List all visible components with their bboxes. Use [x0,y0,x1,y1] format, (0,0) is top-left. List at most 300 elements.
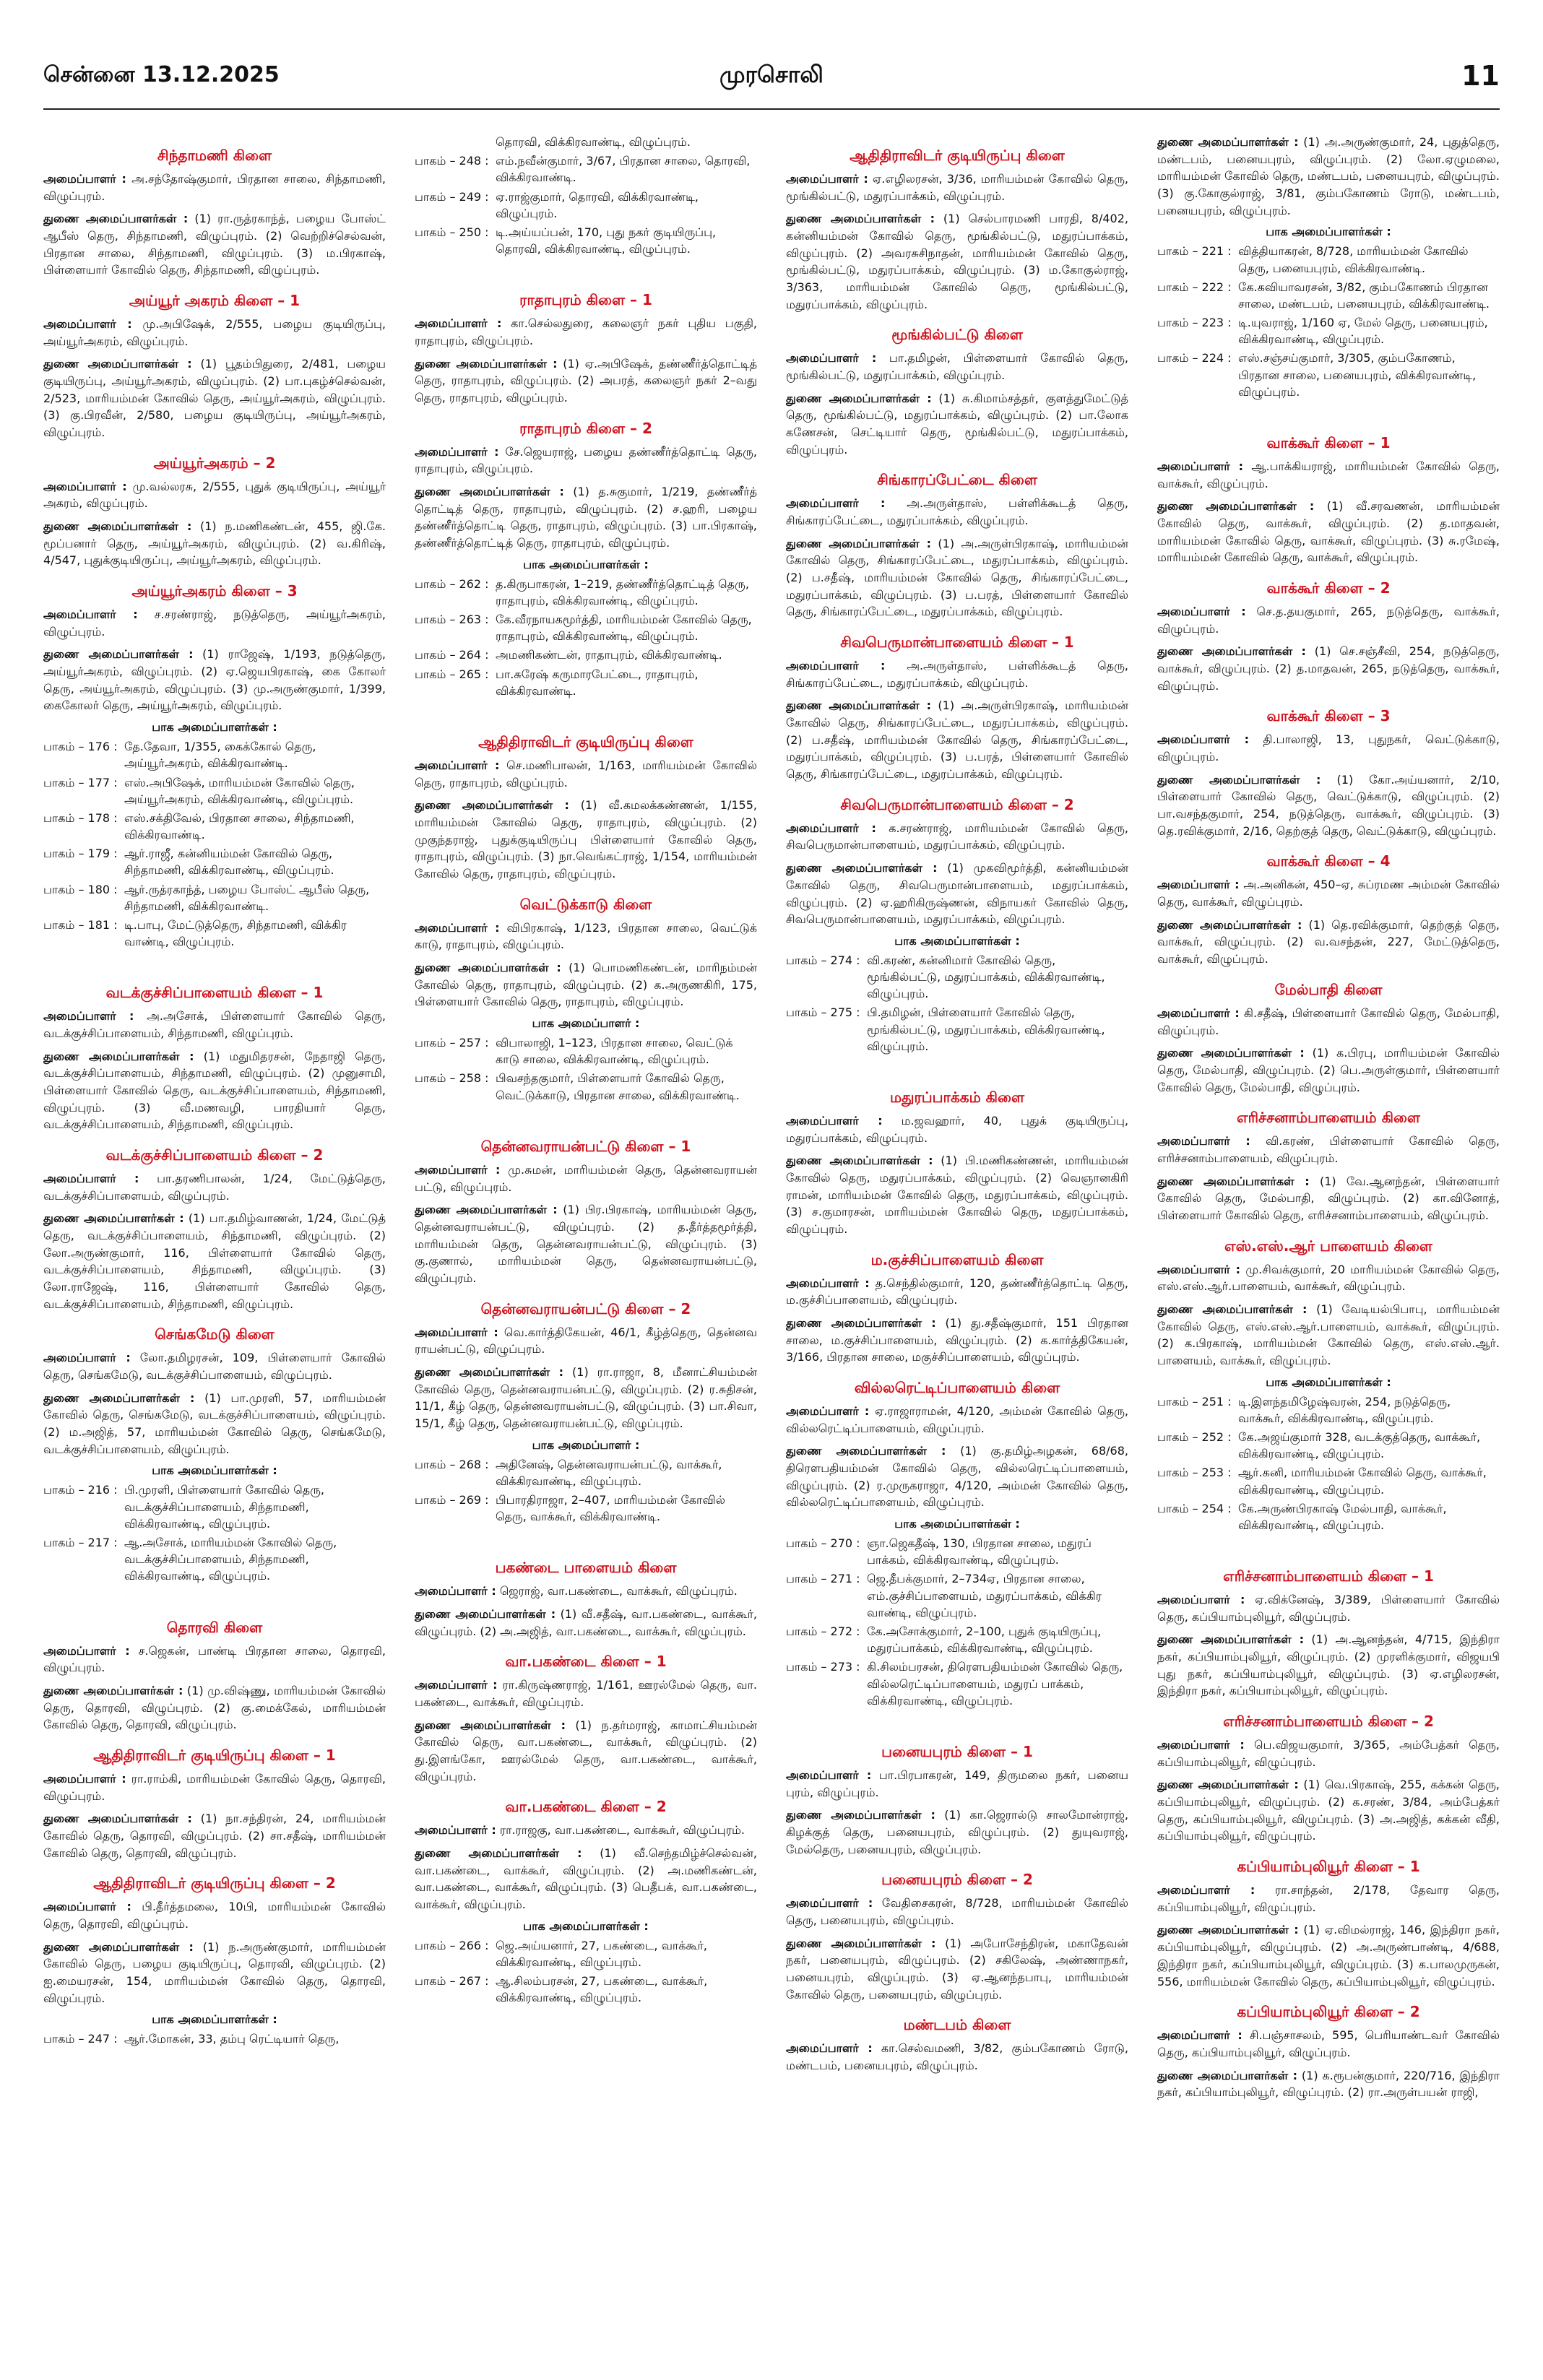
member-details: (1) த.சுகுமார், 1/219, தண்ணீர்த் தொட்டித் தெரு, ராதாபுரம், விழுப்புரம். (2) ச.ஹரி, பழைய தண்ணீர்த்தொட்டி தெரு, ராதாபுரம், விழுப்புரம். (3) பா.பிரகாஷ், தண்ணீர்த்தொட்டித் தெரு, ராதாபுரம், விழுப்புரம். [415,485,757,550]
booth-number: பாகம் – 271 : [786,1572,860,1586]
booth-number: பாகம் – 178 : [43,810,118,825]
issue-date: சென்னை 13.12.2025 [43,61,280,87]
role-label: அமைப்பாளர் : [1157,605,1246,619]
booth-number: பாகம் – 253 : [1157,1466,1232,1480]
spacer [415,1527,757,1546]
booth-details: பி.தமிழன், பிள்ளையார் கோவில் தெரு, மூங்கில்பட்டு, மதுரப்பாக்கம், விக்கிரவாண்டி, விழுப்புரம். [867,1005,1105,1053]
member-entry [43,1008,386,1042]
member-entry [1157,1631,1500,1700]
member-entry [786,495,1128,529]
branch-heading: ஆதிதிராவிடர் குடியிருப்பு கிளை [478,733,693,751]
member-entry [415,315,757,349]
role-label: அமைப்பாளர் : [415,1162,501,1177]
role-label: துணை அமைப்பாளர்கள் : [415,1606,556,1621]
member-details: (1) ரா.ராஜா, 8, மீனாட்சியம்மன் கோவில் தெரு, தென்னவராயன்பட்டு, விழுப்புரம். (2) ர.சுதிசன், 11/1, கீழ் தெரு, தென்னவராயன்பட்டு, விழுப்புரம். (3) பா.சிவா, 15/1, கீழ் தெரு, தென்னவராயன்பட்டு, விழுப்புரம். [415,1364,757,1430]
booth-details: எஸ்.சஞ்சய்குமார், 3/305, கும்பகோணம், பிரதான சாலை, பனையபுரம், விக்கிரவாண்டி, விழுப்புரம். [1238,351,1477,399]
booth-details: டி.அய்யப்பன், 170, புது நகர் குடியிருப்பு, தொரவி, விக்கிரவாண்டி, விழுப்புரம். [496,225,717,256]
branch-heading: வாக்கூர் கிளை – 1 [1266,434,1391,452]
booth-entry [415,1456,757,1489]
member-details: மு.சுமன், மாரியம்மன் தெரு, தென்னவராயன் பட்டு, விழுப்புரம். [415,1162,757,1194]
role-label: துணை அமைப்பாளர்கள் : [786,861,938,875]
booth-details: ஆர்.ராஜீ, கன்னியம்மன் கோவில் தெரு, சிந்தாமணி, விக்கிரவாண்டி, விழுப்புரம். [124,847,334,878]
member-entry [1157,1301,1500,1369]
role-label: துணை அமைப்பாளர்கள் : [786,391,932,405]
member-entry [43,355,386,441]
booth-entry [786,1570,1128,1621]
branch-heading: வாக்கூர் கிளை – 2 [1266,579,1391,597]
booth-details: கே.அசோக்குமார், 2–100, புதுக் குடியிருப்பு, மதுரப்பாக்கம், விக்கிரவாண்டி, விழுப்புரம். [867,1624,1102,1656]
column-4 [1157,134,1500,2358]
member-entry [415,959,757,1011]
branch-heading: ஆதிதிராவிடர் குடியிருப்பு கிளை – 2 [93,1874,336,1892]
member-entry [43,1898,386,1932]
booth-entry [415,611,757,644]
branch-heading: அய்யூர் அகரம் கிளை – 1 [129,292,301,310]
role-label: துணை அமைப்பாளர்கள் : [1157,772,1321,787]
booth-details: கே.அஜய்குமார் 328, வடக்குத்தெரு, வாக்கூர், விக்கிரவாண்டி, விழுப்புரம். [1238,1429,1481,1461]
page-header [43,51,1500,101]
member-details: பெ.விஜயகுமார், 3/365, அம்பேத்கர் தெரு, கப்பியாம்புலியூர், விழுப்புரம். [1157,1738,1500,1769]
booth-details: கே.அருண்பிரகாஷ் மேல்பாதி, வாக்கூர், விக்கிரவாண்டி, விழுப்புரம். [1238,1501,1447,1532]
member-entry [43,1682,386,1734]
booth-entry [43,881,386,914]
member-entry [1157,771,1500,840]
member-details: செ.மணிபாலன், 1/163, மாரியம்மன் கோவில் தெரு, ராதாபுரம், விழுப்புரம். [415,758,757,789]
branch-heading: எரிச்சனாம்பாளையம் கிளை – 1 [1223,1567,1434,1585]
role-label: துணை அமைப்பாளர்கள் : [43,1812,192,1826]
branch-heading: பகண்டை பாளையம் கிளை [495,1559,677,1577]
member-details: (1) செ.சஞ்சீவி, 254, நடுத்தெரு, வாக்கூர், விழுப்புரம். (2) த.மாதவன், 265, நடுத்தெரு, வாக்கூர், விழுப்புரம். [1157,644,1500,693]
role-label: அமைப்பாளர் : [786,496,886,511]
role-label: துணை அமைப்பாளர்கள் : [1157,1778,1299,1792]
booth-number: பாகம் – 221 : [1157,244,1232,259]
section-subheading: பாக அமைப்பாளர்கள் : [152,1463,277,1478]
booth-number: பாகம் – 251 : [1157,1394,1232,1408]
booth-entry [43,2030,386,2047]
branch-heading: எரிச்சனாம்பாளையம் கிளை – 2 [1223,1713,1434,1731]
role-label: துணை அமைப்பாளர்கள் : [415,1364,564,1379]
section-subheading: பாக அமைப்பாளர்கள் : [1266,1375,1391,1389]
member-entry [43,1210,386,1312]
branch-heading: தென்னவராயன்பட்டு கிளை – 2 [480,1299,691,1317]
member-details: (1) க.பிரபு, மாரியம்மன் கோவில் தெரு, மேல்பாதி, விழுப்புரம். (2) பெ.அருள்குமார், பிள்ளையார் கோவில் தெரு, மேல்பாதி, விழுப்புரம். [1157,1046,1500,1094]
member-entry [415,483,757,552]
booth-number [415,134,496,150]
booth-details: பா.சுரேஷ் கருமாரபேட்டை, ராதாபுரம், விக்கிரவாண்டி. [496,667,699,698]
member-entry [43,1643,386,1676]
member-entry [786,1935,1128,2004]
member-details: (1) ராஜேஷ், 1/193, நடுத்தெரு, அய்யூர்அகரம், விழுப்புரம். (2) ஏ.ஜெயபிரகாஷ், கை கோலர் தெரு, அய்யூர்அகரம், விழுப்புரம். (3) மு.அருண்குமார், 1/399, கைகோலர் தெரு, அய்யூர்அகரம், விழுப்புரம். [43,647,386,713]
member-entry [1157,2027,1500,2061]
spacer [1157,1536,1500,1554]
member-entry [1157,1776,1500,1845]
role-label: துணை அமைப்பாளர்கள் : [786,698,932,713]
booth-entry [415,646,757,663]
role-label: அமைப்பாளர் : [43,1900,131,1914]
member-details: (1) ஏ.அபிஷேக், தண்ணீர்த்தொட்டித் தெரு, ராதாபுரம், விழுப்புரம். (2) அபரத், கலைஞர் நகர் 2–வது தெரு, ராதாபுரம், விழுப்புரம். [415,356,757,404]
member-entry [43,1048,386,1133]
member-entry [43,210,386,279]
role-label: துணை அமைப்பாளர்கள் : [1157,2068,1298,2082]
role-label: அமைப்பாளர் : [786,1113,883,1128]
member-details: தி.பாலாஜி, 13, புதுநகர், வெட்டுக்காடு, விழுப்புரம். [1157,732,1500,764]
role-label: துணை அமைப்பாளர்கள் : [786,212,935,226]
booth-details: தொரவி, விக்கிரவாண்டி, விழுப்புரம். [496,135,691,149]
role-label: துணை அமைப்பாளர்கள் : [415,356,558,371]
member-details: (1) கு.தமிழ்அழகன், 68/68, திரௌபதியம்மன் கோவில் தெரு, வில்லரெட்டிப்பாளையம், விழுப்புரம். (2) ர.முருகராஜா, 4/120, அம்மன் கோவில் தெரு, வில்லரெட்டிப்பாளையம், விழுப்புரம். [786,1444,1128,1510]
member-entry [1157,643,1500,694]
role-label: துணை அமைப்பாளர்கள் : [1157,499,1315,514]
member-details: ச.சரண்ராஜ், நடுத்தெரு, அய்யூர்அகரம், விழுப்புரம். [43,607,386,639]
member-details: ரா.ராஜகு, வா.பகண்டை, வாக்கூர், விழுப்புரம். [496,1823,745,1838]
branch-heading: சிவபெருமான்பாளையம் கிளை – 2 [840,795,1074,813]
member-details: சே.ஜெயராஜ், பழைய தண்ணீர்த்தொட்டி தெரு, ராதாபுரம், விழுப்புரம். [415,444,757,476]
member-details: ச.ஜெகன், பாண்டி பிரதான சாலை, தொரவி, விழுப்புரம். [43,1643,386,1675]
branch-heading: வில்லரெட்டிப்பாளையம் கிளை [854,1379,1060,1397]
member-details: (1) ந.தர்மராஜ், காமாட்சியம்மன் கோவில் தெரு, வா.பகண்டை, வாக்கூர், விழுப்புரம். (2) து.இளங்கோ, ஊரல்மேல் தெரு, வா.பகண்டை, வாக்கூர், விழுப்புரம். [415,1718,757,1783]
member-details: த.செந்தில்குமார், 120, தண்ணீர்த்தொட்டி தெரு, ம.குச்சிப்பாளையம், விழுப்புரம். [786,1276,1128,1307]
column-2 [415,134,757,2358]
booth-entry [43,810,386,843]
role-label: துணை அமைப்பாளர்கள் : [415,1203,558,1217]
booth-number: பாகம் – 266 : [415,1938,489,1952]
member-entry [786,390,1128,459]
member-entry [786,1442,1128,1511]
member-details: (1) வெ.பிரகாஷ், 255, கக்கன் தெரு, கப்பியாம்புலியூர், விழுப்புரம். (2) க.சரண், 3/84, அம்பேத்கர் தெரு, கப்பியாம்புலியூர், விழுப்புரம். (3) அ.அஜித், கக்கன் வீதி, கப்பியாம்புலியூர், விழுப்புரம். [1157,1778,1500,1843]
member-entry [415,1717,757,1786]
role-label: துணை அமைப்பாளர்கள் : [415,961,561,975]
role-label: அமைப்பாளர் : [43,1771,126,1786]
branch-heading: வாக்கூர் கிளை – 4 [1266,852,1391,870]
role-label: அமைப்பாளர் : [1157,732,1249,747]
role-label: அமைப்பாளர் : [1157,2028,1242,2043]
booth-entry [415,189,757,222]
spacer [1157,402,1500,421]
member-entry [786,2040,1128,2074]
member-details: அ.அருள்தாஸ், பள்ளிக்கூடத் தெரு, சிங்காரப்பேட்டை, மதுரப்பாக்கம், விழுப்புரம். [786,659,1128,690]
member-details: (1) ந.மணிகண்டன், 455, ஜி.கே. மூப்பனார் தெரு, அய்யூர்அகரம், விழுப்புரம். (2) வ.கிரிஷ், 4/547, புதுக்குடியிருப்பு, அய்யூர்அகரம், விழுப்புரம். [43,519,386,568]
member-entry [1157,1044,1500,1096]
member-details: அ.சந்தோஷ்குமார், பிரதான சாலை, சிந்தாமணி, விழுப்புரம். [43,172,386,203]
booth-number: பாகம் – 269 : [415,1492,489,1507]
member-details: (1) ஏ.விமல்ராஜ், 146, இந்திரா நகர், கப்பியாம்புலியூர், விழுப்புரம். (2) அ.அருண்பாண்டி, 4/688, இந்திரா நகர், கப்பியாம்புலியூர், விழுப்புரம். (3) க.பாலமுருகன், 556, மாரியம்மன் கோவில் தெரு, கப்பியாம்புலியூர், விழுப்புரம். [1157,1923,1500,1989]
role-label: துணை அமைப்பாளர்கள் : [43,1683,183,1697]
role-label: துணை அமைப்பாளர்கள் : [1157,1923,1299,1937]
role-label: துணை அமைப்பாளர்கள் : [1157,1046,1305,1060]
member-details: (1) அ.அருள்பிரகாஷ், மாரியம்மன் கோவில் தெரு, சிங்காரப்பேட்டை, மதுரப்பாக்கம், விழுப்புரம். (2) ப.சதீஷ், மாரியம்மன் கோவில் தெரு, சிங்காரப்பேட்டை, மதுரப்பாக்கம், விழுப்புரம். (3) ப.பரத், பிள்ளையார் கோவில் தெரு, சிங்காரப்பேட்டை, மதுரப்பாக்கம், விழுப்புரம். [786,536,1128,619]
booth-details: கே.வீரநாயகமூர்த்தி, மாரியம்மன் கோவில் தெரு, ராதாபுரம், விக்கிரவாண்டி, விழுப்புரம். [496,613,752,644]
booth-entry [415,1034,757,1068]
role-label: அமைப்பாளர் : [415,920,500,935]
booth-entry [1157,1464,1500,1497]
member-entry [43,316,386,350]
member-entry [415,1822,757,1839]
branch-heading: அய்யூர்அகரம் கிளை – 3 [131,582,298,600]
role-label: அமைப்பாளர் : [43,172,126,186]
branch-heading: மூங்கில்பட்டு கிளை [891,326,1023,344]
member-entry [415,355,757,407]
branch-heading: ராதாபுரம் கிளை – 1 [519,291,652,309]
booth-entry [43,845,386,878]
role-label: அமைப்பாளர் : [43,1643,130,1658]
member-entry [786,170,1128,204]
member-entry [415,797,757,882]
booth-number: பாகம் – 257 : [415,1036,489,1050]
member-entry [786,1895,1128,1929]
role-label: துணை அமைப்பாளர்கள் : [415,1718,566,1732]
booth-details: கி.சிலம்பரசன், திரௌபதியம்மன் கோவில் தெரு, வில்லரெட்டிப்பாளையம், மதுரப் பாக்கம், விக்கிரவாண்டி, விழுப்புரம். [867,1660,1123,1708]
booth-entry [43,738,386,771]
role-label: அமைப்பாளர் : [786,1404,870,1419]
member-details: கி.சதீஷ், பிள்ளையார் கோவில் தெரு, மேல்பாதி, விழுப்புரம். [1157,1005,1500,1037]
branch-heading: வடக்குச்சிப்பாளையம் கிளை – 2 [105,1146,324,1164]
member-details: (1) ரா.ருத்ரகாந்த், பழைய போஸ்ட் ஆபீஸ் தெரு, சிந்தாமணி, விழுப்புரம். (2) வெற்றிச்செல்வன், பிரதான சாலை, சிந்தாமணி, விழுப்புரம். (3) ம.பிரகாஷ், பிள்ளையார் கோவில் தெரு, சிந்தாமணி, விழுப்புரம். [43,212,386,277]
role-label: அமைப்பாளர் : [1157,1262,1241,1276]
member-entry [43,1770,386,1804]
booth-number: பாகம் – 223 : [1157,316,1232,330]
member-entry [786,350,1128,384]
member-details: ரா.சாந்தன், 2/178, தேவார தெரு, கப்பியாம்புலியூர், விழுப்புரம். [1157,1883,1500,1914]
branch-heading: மண்டபம் கிளை [903,2016,1011,2034]
booth-entry [786,1535,1128,1568]
member-entry [415,757,757,791]
booth-entry [43,917,386,950]
member-entry [786,1806,1128,1858]
booth-number: பாகம் – 217 : [43,1536,118,1550]
member-entry [1157,1591,1500,1625]
section-subheading: பாக அமைப்பாளர்கள் : [152,2012,277,2027]
member-details: சி.பஞ்சாசலம், 595, பெரியாண்டவர் கோவில் தெரு, கப்பியாம்புலியூர், விழுப்புரம். [1157,2028,1500,2059]
booth-number: பாகம் – 181 : [43,918,118,932]
section-subheading: பாக அமைப்பாளர் : [532,1437,640,1452]
member-entry [415,443,757,477]
booth-number: பாகம் – 262 : [415,576,489,591]
booth-entry [415,576,757,609]
member-entry [786,1112,1128,1146]
booth-details: ஞா.ஜெகதீஷ், 130, பிரதான சாலை, மதுரப் பாக்கம், விக்கிரவாண்டி, விழுப்புரம். [867,1536,1092,1567]
branch-heading: வாக்கூர் கிளை – 3 [1266,707,1391,725]
branch-heading: வா.பகண்டை கிளை – 1 [505,1653,667,1671]
branch-heading: மேல்பாதி கிளை [1274,980,1383,998]
member-details: (1) அ.அருள்பிரகாஷ், மாரியம்மன் கோவில் தெரு, சிங்காரப்பேட்டை, மதுரப்பாக்கம், விழுப்புரம். (2) ப.சதீஷ், மாரியம்மன் கோவில் தெரு, சிங்காரப்பேட்டை, மதுரப்பாக்கம், விழுப்புரம். (3) ப.பரத், பிள்ளையார் கோவில் தெரு, சிங்காரப்பேட்டை, மதுரப்பாக்கம், விழுப்புரம். [786,698,1128,782]
booth-number: பாகம் – 177 : [43,775,118,789]
section-subheading: பாக அமைப்பாளர்கள் : [894,933,1020,948]
role-label: துணை அமைப்பாளர்கள் : [415,485,564,499]
booth-entry [786,1658,1128,1709]
role-label: துணை அமைப்பாளர்கள் : [43,357,192,371]
member-details: (1) முகவிமூர்த்தி, கன்னியம்மன் கோவில் தெரு, சிவபெருமான்பாளையம், மதுரப்பாக்கம், விழுப்புரம். (2) ஏ.ஹரிகிருஷ்ணன், விநாயகர் கோவில் தெரு, சிவபெருமான்பாளையம், மதுரப்பாக்கம், விழுப்புரம். [786,861,1128,927]
branch-heading: ஆதிதிராவிடர் குடியிருப்பு கிளை – 1 [93,1746,336,1764]
member-details: மு.சிவக்குமார், 20 மாரியம்மன் கோவில் தெரு, எஸ்.எஸ்.ஆர்.பாளையம், வாக்கூர், விழுப்புரம். [1157,1262,1500,1294]
booth-entry [1157,314,1500,347]
booth-details: பி.முரளி, பிள்ளையார் கோவில் தெரு, வடக்குச்சிப்பாளையம், சிந்தாமணி, விக்கிரவாண்டி, விழுப்புரம். [124,1483,325,1531]
branch-heading: ம.குச்சிப்பாளையம் கிளை [870,1250,1044,1268]
section-subheading: பாக அமைப்பாளர்கள் : [523,1918,649,1933]
member-entry [415,919,757,953]
member-details: (1) நா.சந்திரன், 24, மாரியம்மன் கோவில் தெரு, தொரவி, விழுப்புரம். (2) சா.சதீஷ், மாரியம்மன் கோவில் தெரு, தொரவி, விழுப்புரம். [43,1812,386,1860]
member-details: (1) மதுமிதரசன், நேதாஜி தெரு, வடக்குச்சிப்பாளையம், சிந்தாமணி, விழுப்புரம். (2) முனுசாமி, பிள்ளையார் கோவில் தெரு, வடக்குச்சிப்பாளையம், சிந்தாமணி, விழுப்புரம். (3) வீ.மணவழி, பாரதியார் தெரு, வடக்குச்சிப்பாளையம், சிந்தாமணி, விழுப்புரம். [43,1049,386,1132]
member-details: ஏ.விக்னேஷ், 3/389, பிள்ளையார் கோவில் தெரு, கப்பியாம்புலியூர், விழுப்புரம். [1157,1593,1500,1624]
booth-details: அமணிகண்டன், ராதாபுரம், விக்கிரவாண்டி. [496,648,722,662]
role-label: அமைப்பாளர் : [786,659,886,673]
booth-details: பிபாரதிராஜா, 2–407, மாரியம்மன் கோவில் தெரு, வாக்கூர், விக்கிரவாண்டி. [496,1492,725,1524]
member-entry [415,1606,757,1640]
booth-number: பாகம் – 180 : [43,882,118,896]
member-details: பா.தரணிபாலன், 1/24, மேட்டுத்தெரு, வடக்குச்சிப்பாளையம், விழுப்புரம். [43,1172,386,1203]
member-entry [786,1152,1128,1237]
booth-details: விபாலாஜி, 1–123, பிரதான சாலை, வெட்டுக் காடு சாலை, விக்கிரவாண்டி, விழுப்புரம். [496,1036,733,1067]
member-details: (1) து.சதீஷ்குமார், 151 பிரதான சாலை, ம.குச்சிப்பாளையம், விழுப்புரம். (2) க.கார்த்திகேயன், 3/166, பிரதான சாலை, மகுச்சிப்பாளையம், விழுப்புரம். [786,1316,1128,1364]
role-label: அமைப்பாளர் : [1157,1134,1250,1148]
branch-heading: அய்யூர்அகரம் – 2 [153,454,276,472]
member-entry [786,535,1128,620]
member-details: ரா.கிருஷ்ணராஜ், 1/161, ஊரல்மேல் தெரு, வா. பகண்டை, வாக்கூர், விழுப்புரம். [415,1678,757,1709]
booth-details: எஸ்.சக்திவேல், பிரதான சாலை, சிந்தாமணி, விக்கிரவாண்டி. [124,810,355,842]
spacer [786,1057,1128,1076]
branch-heading: ஆதிதிராவிடர் குடியிருப்பு கிளை [850,147,1065,164]
booth-details: ஆர்.ருத்ரகாந்த், பழைய போஸ்ட் ஆபீஸ் தெரு, சிந்தாமணி, விக்கிரவாண்டி. [124,882,370,913]
member-entry [43,1939,386,2007]
member-entry [1157,1005,1500,1039]
spacer [415,259,757,278]
booth-number: பாகம் – 264 : [415,648,489,662]
section-subheading: பாக அமைப்பாளர் : [532,1016,640,1031]
section-subheading: பாக அமைப்பாளர்கள் : [152,720,277,735]
member-entry [43,1170,386,1204]
booth-details: வி.கரண், கன்னிமார் கோவில் தெரு, மூங்கில்பட்டு, மதுரப்பாக்கம், விக்கிரவாண்டி, விழுப்புரம். [867,953,1105,1001]
role-label: அமைப்பாளர் : [1157,1593,1245,1607]
member-entry [1157,458,1500,492]
member-entry [786,657,1128,691]
member-entry [786,210,1128,313]
member-details: (1) அ.ஆனந்தன், 4/715, இந்திரா நகர், கப்பியாம்புலியூர், விழுப்புரம். (2) முரளிக்குமார், விஜயபி புது நகர், கப்பியாம்புலியூர், விழுப்புரம். (3) ஏ.எழிலரசன், இந்திரா நகர், கப்பியாம்புலியூர், விழுப்புரம். [1157,1632,1500,1698]
member-entry [1157,1173,1500,1224]
booth-entry [1157,243,1500,276]
role-label: துணை அமைப்பாளர்கள் : [43,519,192,534]
role-label: அமைப்பாளர் : [786,1276,870,1290]
booth-number: பாகம் – 224 : [1157,351,1232,365]
booth-entry [415,1937,757,1970]
member-entry [786,860,1128,928]
role-label: துணை அமைப்பாளர்கள் : [43,1390,195,1405]
role-label: துணை அமைப்பாளர்கள் : [43,1211,184,1226]
role-label: அமைப்பாளர் : [43,1351,131,1365]
spacer [415,1106,757,1125]
booth-number: பாகம் – 263 : [415,613,489,627]
booth-entry [415,1492,757,1525]
member-entry [786,697,1128,782]
member-details: விபிரகாஷ், 1/123, பிரதான சாலை, வெட்டுக் காடு, ராதாபுரம், விழுப்புரம். [415,920,757,952]
member-details: வெ.கார்த்திகேயன், 46/1, கீழ்த்தெரு, தென்னவ ராயன்பட்டு, விழுப்புரம். [415,1325,757,1356]
member-details: (1) கோ.அய்யனார், 2/10, பிள்ளையார் கோவில் தெரு, வெட்டுக்காடு, விழுப்புரம். (2) பா.வசந்தகுமார், 254, நடுத்தெரு, வாக்கூர், விழுப்புரம். (3) தெ.ரவிக்குமார், 2/16, தெற்குத் தெரு, வெட்டுக்காடு, விழுப்புரம். [1157,772,1500,838]
booth-number: பாகம் – 216 : [43,1483,118,1497]
member-details: (1) க.ரூபன்குமார், 220/716, இந்திரா நகர், கப்பியாம்புலியூர், விழுப்புரம். (2) ரா.அருள்பயன் ராஜி, [1157,2068,1500,2100]
booth-number: பாகம் – 265 : [415,667,489,681]
member-details: (1) மு.விஷ்ணு, மாரியம்மன் கோவில் தெரு, தொரவி, விழுப்புரம். (2) கு.மைக்கேல், மாரியம்மன் கோவில் தெரு, தொரவி, விழுப்புரம். [43,1683,386,1732]
booth-number: பாகம் – 222 : [1157,280,1232,294]
booth-details: த.கிருபாகரன், 1–219, தண்ணீர்த்தொட்டித் தெரு, ராதாபுரம், விக்கிரவாண்டி, விழுப்புரம். [496,576,749,607]
booth-number: பாகம் – 250 : [415,225,489,239]
booth-entry [786,1623,1128,1656]
spacer [415,701,757,720]
role-label: அமைப்பாளர் : [415,1325,498,1339]
member-details: செ.த.தயகுமார், 265, நடுத்தெரு, வாக்கூர், விழுப்புரம். [1157,605,1500,636]
booth-entry [43,1534,386,1585]
member-details: (1) வே.ஆனந்தன், பிள்ளையார் கோவில் தெரு, மேல்பாதி, விழுப்புரம். (2) கா.வினோத், பிள்ளையார் கோவில் தெரு, எரிச்சனாம்பாளையம், விழுப்புரம். [1157,1174,1500,1222]
booth-number: பாகம் – 249 : [415,189,489,204]
member-entry [43,478,386,512]
member-details: க.சரண்ராஜ், மாரியம்மன் கோவில் தெரு, சிவபெருமான்பாளையம், மதுரப்பாக்கம், விழுப்புரம். [786,821,1128,852]
member-entry [415,1583,757,1600]
column-3 [786,134,1128,2358]
member-entry [415,1201,757,1286]
member-details: ஏ.ராஜாராமன், 4/120, அம்மன் கோவில் தெரு, வில்லரெட்டிப்பாளையம், விழுப்புரம். [786,1404,1128,1435]
booth-details: ஆ.அசோக், மாரியம்மன் கோவில் தெரு, வடக்குச்சிப்பாளையம், சிந்தாமணி, விக்கிரவாண்டி, விழுப்புரம். [124,1536,337,1583]
member-entry [1157,1261,1500,1295]
booth-number: பாகம் – 254 : [1157,1501,1232,1515]
booth-entry [43,1481,386,1532]
member-entry [43,606,386,640]
role-label: துணை அமைப்பாளர்கள் : [43,647,194,662]
role-label: அமைப்பாளர் : [1157,1005,1240,1020]
booth-number: பாகம் – 179 : [43,847,118,861]
spacer [43,1587,386,1606]
member-entry [786,1403,1128,1437]
role-label: அமைப்பாளர் : [43,1009,134,1024]
booth-entry [415,134,757,150]
role-label: துணை அமைப்பாளர்கள் : [786,1444,946,1458]
booth-details: ஜெ.அய்யனார், 27, பகண்டை, வாக்கூர், விக்கிரவாண்டி, விழுப்புரம். [496,1938,707,1969]
branch-heading: பனையபுரம் கிளை – 2 [881,1871,1033,1889]
role-label: அமைப்பாளர் : [415,444,499,459]
member-entry [1157,1882,1500,1916]
member-details: ம.ஜவஹார், 40, புதுக் குடியிருப்பு, மதுரப்பாக்கம், விழுப்புரம். [786,1113,1128,1145]
member-details: (1) பி.மணிகண்ணன், மாரியம்மன் கோவில் தெரு, மதுரப்பாக்கம், விழுப்புரம். (2) வெஞானகிரி ராமன், மாரியம்மன் கோவில் தெரு, மதுரப்பாக்கம், விழுப்புரம். (3) ச.குமாரசன், மாரியம்மன் கோவில் தெரு, மதுரப்பாக்கம், விழுப்புரம். [786,1154,1128,1236]
role-label: அமைப்பாளர் : [786,351,877,365]
role-label: அமைப்பாளர் : [1157,878,1240,892]
role-label: அமைப்பாளர் : [786,1767,872,1782]
booth-details: ஜெ.தீபக்குமார், 2–734ஏ, பிரதான சாலை, எம்.குச்சிப்பாளையம், மதுரப்பாக்கம், விக்கிர வாண்டி, விழுப்புரம். [867,1572,1102,1619]
member-entry [43,1390,386,1458]
booth-entry [415,1070,757,1103]
booth-number: பாகம் – 247 : [43,2032,118,2046]
role-label: அமைப்பாளர் : [786,172,868,186]
member-details: (1) சு.கிமாம்சத்தர், குளத்துமேட்டுத் தெரு, மூங்கில்பட்டு, மதுரப்பாக்கம், விழுப்புரம். (2) பா.லோக கணேசன், செட்டியார் தெரு, மூங்கில்பட்டு, மதுரப்பாக்கம், விழுப்புரம். [786,391,1128,456]
member-entry [43,1810,386,1861]
spacer [786,1711,1128,1730]
role-label: துணை அமைப்பாளர்கள் : [786,1808,935,1822]
member-details: (1) வீ.சதீஷ், வா.பகண்டை, வாக்கூர், விழுப்புரம். (2) அ.அஜித், வா.பகண்டை, வாக்கூர், விழுப்புரம். [415,1606,757,1638]
member-entry [43,646,386,714]
member-details: (1) பிர.பிரகாஷ், மாரியம்மன் தெரு, தென்னவராயன்பட்டு, விழுப்புரம். (2) த.தீர்த்தமூர்த்தி, மாரியம்மன் தெரு, தென்னவராயன்பட்டு, விழுப்புரம். (3) கு.குணால், மாரியம்மன் தெரு, தென்னவராயன்பட்டு, விழுப்புரம். [415,1203,757,1285]
member-entry [1157,134,1500,219]
member-details: ஆ.பாக்கியராஜ், மாரியம்மன் கோவில் தெரு, வாக்கூர், விழுப்புரம். [1157,459,1500,490]
role-label: துணை அமைப்பாளர்கள் : [786,1154,933,1168]
booth-number: பாகம் – 274 : [786,953,860,967]
booth-number: பாகம் – 275 : [786,1005,860,1020]
booth-number: பாகம் – 252 : [1157,1429,1232,1444]
booth-details: ஆர்.மோகன், 33, தம்பு ரெட்டியார் தெரு, [124,2032,340,2046]
member-details: (1) செல்பாரமணி பாரதி, 8/402, கன்னியம்மன் கோவில் தெரு, மூங்கில்பட்டு, மதுரப்பாக்கம், விழுப்புரம். (2) அவரசுசிநாதன், மாரியம்மன் கோவில் தெரு, மூங்கில்பட்டு, மதுரப்பாக்கம், விழுப்புரம். (3) ம.கோகுல்ராஜ், 3/363, மாரியம்மன் கோவில் தெரு, மூங்கில்பட்டு, மதுரப்பாக்கம், விழுப்புரம். [786,212,1128,311]
role-label: துணை அமைப்பாளர்கள் : [1157,1632,1305,1647]
member-details: அ.அசோக், பிள்ளையார் கோவில் தெரு, வடக்குச்சிப்பாளையம், சிந்தாமணி, விழுப்புரம். [43,1009,386,1041]
member-entry [786,1767,1128,1801]
booth-details: ஆ.சிலம்பரசன், 27, பகண்டை, வாக்கூர், விக்கிரவாண்டி, விழுப்புரம். [496,1974,708,2005]
booth-entry [1157,279,1500,312]
role-label: அமைப்பாளர் : [43,479,127,493]
member-entry [786,820,1128,854]
member-details: அ.அனிகன், 450–ஏ, சுப்ரமண அம்மன் கோவில் தெரு, வாக்கூர், விழுப்புரம். [1157,878,1500,909]
